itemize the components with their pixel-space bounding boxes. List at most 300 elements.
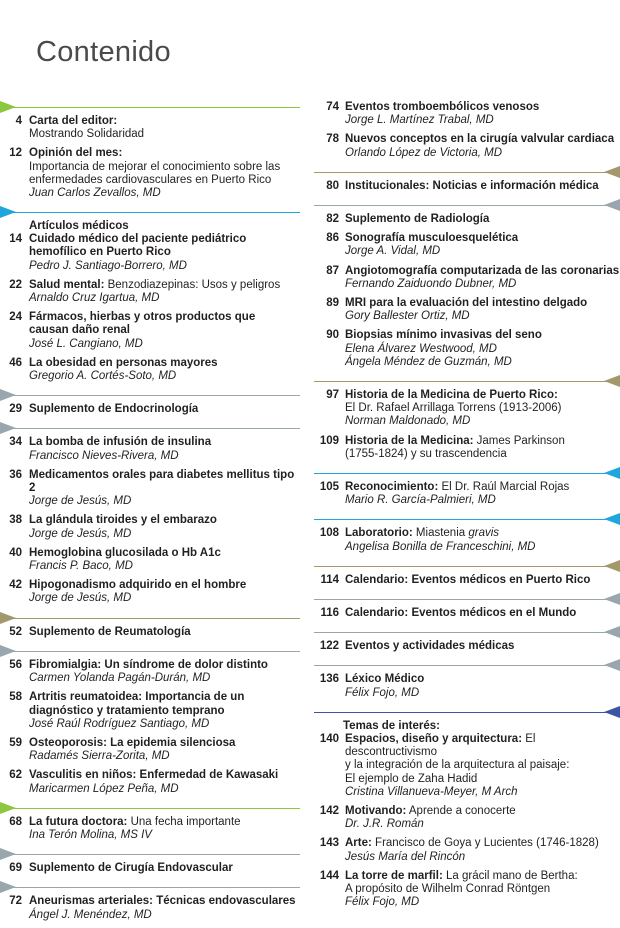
entry-headline	[345, 481, 620, 494]
entry-subtitle-line: y la integración de la arquitectura al paisaje:	[345, 759, 570, 772]
entry-headline	[345, 733, 620, 759]
page-number: 62	[9, 769, 22, 782]
entry-body	[29, 626, 300, 639]
entry-author: Francis P. Baco, MD	[29, 560, 133, 573]
entry-title: La futura doctora:	[29, 815, 128, 828]
entry-headline	[29, 659, 300, 672]
page-number: 90	[326, 329, 339, 342]
divider-arrow	[0, 206, 16, 218]
entry-body	[29, 862, 300, 875]
entry-subtitle: Benzodiazepinas: Usos y peligros	[104, 278, 281, 291]
entry-title: Eventos tromboembólicos venosos	[345, 101, 540, 113]
divider-line	[314, 205, 620, 206]
toc-entry	[0, 311, 300, 351]
divider-arrow	[0, 101, 16, 113]
entry-title: Fibromialgia: Un síndrome de dolor distinto	[29, 658, 268, 671]
toc-entry	[0, 737, 300, 763]
entry-body	[29, 311, 300, 351]
entry-body	[345, 805, 620, 831]
page-number: 36	[9, 468, 22, 481]
entry-title: Biopsias mínimo invasivas del seno	[345, 329, 542, 342]
entry-subtitle: La grácil mano de Bertha:	[442, 869, 578, 882]
toc-entry	[0, 862, 300, 875]
entry-headline	[29, 862, 300, 875]
entry-subtitle: James Parkinson	[473, 434, 565, 447]
entry-headline	[29, 737, 300, 750]
toc-entry	[0, 895, 300, 921]
toc-left-column	[0, 101, 300, 928]
divider-rule	[0, 802, 300, 816]
entry-body	[345, 389, 620, 429]
divider-line	[0, 395, 300, 396]
entry-title: Espacios, diseño y arquitectura:	[345, 732, 523, 745]
entry-body	[29, 816, 300, 842]
page-number: 142	[319, 804, 339, 817]
entry-title: Suplemento de Reumatología	[29, 625, 191, 638]
entry-body	[345, 435, 620, 461]
toc-entry	[314, 297, 620, 323]
entry-body	[345, 297, 620, 323]
entry-body	[29, 357, 300, 383]
divider-line	[314, 519, 620, 520]
entry-title: Arte:	[345, 837, 372, 850]
divider-arrow	[604, 593, 620, 605]
divider-line	[314, 172, 620, 173]
toc-right-column	[314, 101, 620, 915]
entry-headline	[345, 232, 620, 245]
entry-title: Aneurismas arteriales: Técnicas endovasculares	[29, 895, 296, 908]
entry-subtitle: gravis	[468, 527, 500, 540]
entry-body	[29, 233, 300, 273]
entry-title: Suplemento de Endocrinología	[29, 403, 199, 416]
entry-subtitle: Francisco de Goya y Lucientes (1746-1828)	[371, 837, 599, 850]
divider-line	[0, 808, 300, 809]
entry-headline	[29, 579, 300, 592]
entry-title: Nuevos conceptos en la cirugía valvular cardiaca	[345, 133, 615, 146]
entry-headline	[345, 133, 620, 146]
entry-headline	[29, 147, 300, 160]
toc-entry	[0, 233, 300, 273]
page-number: 46	[9, 356, 22, 369]
page-number: 97	[326, 389, 339, 402]
divider-line	[0, 887, 300, 888]
entry-title: Sonografía musculoesquelética	[345, 232, 519, 245]
toc-entry	[0, 279, 300, 305]
entry-headline	[29, 469, 300, 495]
entry-body	[345, 733, 620, 799]
page-number: 105	[319, 481, 339, 494]
entry-headline	[345, 180, 620, 193]
page-number: 68	[9, 815, 22, 828]
entry-headline	[345, 101, 620, 114]
toc-entry	[314, 265, 620, 291]
entry-body	[29, 436, 300, 462]
page-number: 40	[9, 546, 22, 559]
entry-subtitle-line: El Dr. Rafael Arrillaga Torrens (1913-2006)	[345, 402, 562, 415]
divider-rule	[0, 206, 300, 220]
entry-author: Ina Terón Molina, MS IV	[29, 828, 152, 841]
entry-headline	[29, 115, 300, 128]
entry-headline	[345, 329, 620, 342]
toc-entry	[314, 101, 620, 127]
toc-entry	[314, 733, 620, 799]
entry-headline	[345, 265, 620, 278]
entry-title: Artritis reumatoidea: Importancia de un	[29, 691, 245, 704]
divider-rule	[0, 848, 300, 862]
entry-author: Angelisa Bonilla de Franceschini, MD	[345, 540, 536, 553]
toc-entry	[314, 180, 620, 193]
divider-rule	[0, 645, 300, 659]
divider-rule	[314, 626, 620, 640]
entry-headline	[345, 435, 620, 448]
divider-arrow	[0, 612, 16, 624]
entry-headline	[29, 691, 300, 704]
entry-author: Elena Álvarez Westwood, MD	[345, 342, 497, 355]
toc-entry	[0, 436, 300, 462]
page-title: Contenido	[36, 36, 171, 68]
entry-headline	[345, 837, 620, 850]
page-number: 4	[15, 115, 22, 127]
divider-rule	[0, 389, 300, 403]
divider-rule	[314, 513, 620, 527]
entry-headline	[29, 895, 300, 908]
divider-arrow	[604, 199, 620, 211]
page-number: 89	[326, 297, 339, 310]
entry-body	[29, 737, 300, 763]
divider-line	[314, 665, 620, 666]
divider-line	[0, 212, 300, 213]
entry-body	[29, 579, 300, 605]
entry-author: Maricarmen López Peña, MD	[29, 782, 179, 795]
entry-author: Ángel J. Menéndez, MD	[29, 908, 152, 921]
entry-body	[29, 691, 300, 731]
divider-arrow	[604, 659, 620, 671]
divider-line	[314, 473, 620, 474]
entry-headline	[29, 547, 300, 560]
entry-author: Jorge A. Vidal, MD	[345, 245, 441, 258]
entry-title: Cuidado médico del paciente pediátrico	[29, 233, 247, 246]
entry-body	[29, 769, 300, 795]
divider-rule	[0, 881, 300, 895]
entry-headline	[29, 514, 300, 527]
divider-line	[314, 599, 620, 600]
page-number: 143	[319, 837, 339, 850]
entry-author: Jesús María del Rincón	[345, 850, 466, 863]
entry-author: Gregorio A. Cortés-Soto, MD	[29, 370, 177, 383]
entry-title: Hipogonadismo adquirido en el hombre	[29, 579, 247, 592]
page-number: 72	[9, 895, 22, 908]
entry-author: Félix Fojo, MD	[345, 686, 420, 699]
entry-title: Calendario: Eventos médicos en Puerto Rico	[345, 573, 591, 586]
divider-rule	[314, 706, 620, 720]
divider-arrow	[0, 881, 16, 893]
page-number: 86	[326, 232, 339, 245]
entry-title: La obesidad en personas mayores	[29, 356, 218, 369]
entry-headline	[29, 357, 300, 370]
toc-entry	[0, 769, 300, 795]
page-number: 22	[9, 278, 22, 291]
entry-body	[345, 870, 620, 910]
divider-arrow	[604, 560, 620, 572]
divider-arrow	[604, 513, 620, 525]
toc-entry	[0, 691, 300, 731]
entry-subtitle: Una fecha importante	[127, 815, 241, 828]
entry-author: José L. Cangiano, MD	[29, 337, 143, 350]
entry-title: Suplemento de Cirugía Endovascular	[29, 862, 233, 875]
entry-subtitle-line: A propósito de Wilhelm Conrad Röntgen	[345, 882, 551, 895]
divider-arrow	[604, 375, 620, 387]
entry-body	[29, 895, 300, 921]
divider-rule	[314, 467, 620, 481]
divider-rule	[314, 560, 620, 574]
entry-body	[345, 673, 620, 699]
entry-author: Ángela Méndez de Guzmán, MD	[345, 355, 512, 368]
entry-title: Reconocimiento:	[345, 481, 439, 494]
entry-body	[345, 329, 620, 369]
divider-arrow	[0, 848, 16, 860]
entry-author: Pedro J. Santiago-Borrero, MD	[29, 259, 187, 272]
entry-title: Motivando:	[345, 804, 407, 817]
toc-entry	[314, 389, 620, 429]
entry-headline	[29, 769, 300, 782]
toc-entry	[314, 805, 620, 831]
entry-title: Historia de la Medicina de Puerto Rico:	[345, 389, 558, 402]
entry-subtitle-line: Importancia de mejorar el conocimiento sobre las	[29, 160, 281, 173]
entry-headline	[345, 607, 620, 620]
entry-body	[345, 527, 620, 553]
page-number: 136	[319, 673, 339, 686]
entry-title: MRI para la evaluación del intestino delgado	[345, 297, 588, 310]
page-number: 52	[9, 625, 22, 638]
entry-subtitle-line: enfermedades cardiovasculares en Puerto Rico	[29, 173, 272, 186]
toc-entry	[0, 659, 300, 685]
entry-subtitle: Miastenia	[412, 527, 469, 540]
page-number: 24	[9, 311, 22, 324]
entry-author: Radamés Sierra-Zorita, MD	[29, 750, 170, 763]
page-number: 114	[320, 573, 339, 586]
entry-body	[29, 115, 300, 141]
divider-rule	[314, 199, 620, 213]
entry-headline	[345, 389, 620, 402]
divider-rule	[314, 659, 620, 673]
page-number: 69	[9, 862, 22, 875]
divider-arrow	[0, 422, 16, 434]
toc-entry	[314, 673, 620, 699]
toc-entry	[314, 213, 620, 226]
toc-entry	[314, 481, 620, 507]
divider-line	[314, 712, 620, 713]
entry-headline	[345, 213, 620, 226]
entry-author: Juan Carlos Zevallos, MD	[29, 187, 161, 200]
page-number: 144	[319, 869, 339, 882]
entry-headline	[29, 403, 300, 416]
entry-body	[29, 147, 300, 200]
entry-title: Institucionales: Noticias e información médica	[345, 179, 599, 192]
divider-rule	[0, 612, 300, 626]
entry-headline	[29, 626, 300, 639]
entry-author: Jorge L. Martínez Trabal, MD	[345, 114, 494, 127]
divider-line	[0, 107, 300, 108]
toc-entry	[314, 837, 620, 863]
entry-title: Vasculitis en niños: Enfermedad de Kawasaki	[29, 769, 279, 782]
divider-line	[0, 651, 300, 652]
toc-entry	[314, 574, 620, 587]
page-number: 78	[326, 133, 339, 146]
entry-body	[29, 514, 300, 540]
divider-arrow	[0, 389, 16, 401]
divider-arrow	[604, 166, 620, 178]
entry-author: Norman Maldonado, MD	[345, 415, 471, 428]
entry-title: La glándula tiroides y el embarazo	[29, 514, 217, 527]
entry-headline	[29, 311, 300, 324]
entry-title: Laboratorio:	[345, 527, 413, 540]
entry-body	[29, 403, 300, 416]
entry-author: Dr. J.R. Román	[345, 818, 424, 831]
divider-rule	[0, 101, 300, 115]
divider-rule	[314, 166, 620, 180]
entry-headline	[29, 436, 300, 449]
entry-title: Salud mental:	[29, 278, 105, 291]
entry-title: Calendario: Eventos médicos en el Mundo	[345, 607, 577, 620]
page-number: 34	[9, 436, 22, 449]
entry-author: Arnaldo Cruz Igartua, MD	[29, 292, 160, 305]
entry-author: Cristina Villanueva-Meyer, M Arch	[345, 785, 518, 798]
divider-line	[314, 566, 620, 567]
entry-headline	[345, 297, 620, 310]
divider-line	[314, 381, 620, 382]
entry-body	[345, 574, 620, 587]
page-number: 42	[9, 579, 22, 592]
entry-body	[345, 232, 620, 258]
toc-entry	[314, 435, 620, 461]
entry-body	[345, 640, 620, 653]
toc-entry	[0, 403, 300, 416]
entry-body	[345, 101, 620, 127]
toc-entry	[0, 626, 300, 639]
toc-entry	[0, 357, 300, 383]
entry-subtitle: El Dr. Raúl Marcial Rojas	[438, 481, 570, 494]
entry-title-line: diagnóstico y tratamiento temprano	[29, 704, 225, 717]
divider-rule	[314, 375, 620, 389]
page-number: 12	[9, 147, 22, 160]
entry-title-line: causan daño renal	[29, 324, 130, 337]
entry-body	[29, 659, 300, 685]
entry-author: Jorge de Jesús, MD	[29, 495, 132, 508]
entry-headline	[29, 279, 300, 292]
page-number: 108	[319, 527, 339, 540]
page-number: 109	[319, 434, 339, 447]
entry-headline	[345, 870, 620, 883]
entry-title: La torre de marfil:	[345, 869, 443, 882]
entry-headline	[29, 816, 300, 829]
entry-headline	[345, 527, 620, 540]
entry-author: Jorge de Jesús, MD	[29, 592, 132, 605]
entry-body	[29, 547, 300, 573]
page-number: 74	[326, 101, 339, 113]
divider-line	[314, 632, 620, 633]
entry-subtitle-line: Mostrando Solidaridad	[29, 128, 145, 141]
entry-title: Fármacos, hierbas y otros productos que	[29, 311, 256, 324]
entry-author: Fernando Zaiduondo Dubner, MD	[345, 277, 517, 290]
entry-title: Hemoglobina glucosilada o Hb A1c	[29, 546, 221, 559]
entry-headline	[345, 805, 620, 818]
page-number: 82	[326, 213, 339, 226]
divider-arrow	[604, 467, 620, 479]
toc-entry	[0, 469, 300, 509]
entry-headline	[345, 574, 620, 587]
page-number: 116	[320, 607, 339, 620]
entry-body	[345, 180, 620, 193]
page-number: 59	[9, 736, 22, 749]
entry-author: Carmen Yolanda Pagán-Durán, MD	[29, 672, 211, 685]
entry-author: José Raúl Rodríguez Santiago, MD	[29, 717, 210, 730]
entry-author: Francisco Nieves-Rivera, MD	[29, 449, 179, 462]
entry-headline	[345, 640, 620, 653]
page-number: 38	[9, 514, 22, 527]
divider-rule	[314, 593, 620, 607]
page-number: 140	[319, 732, 339, 745]
entry-headline	[345, 673, 620, 686]
toc-entry	[314, 640, 620, 653]
divider-arrow	[0, 802, 16, 814]
entry-title: Léxico Médico	[345, 673, 425, 686]
entry-author: Gory Ballester Ortiz, MD	[345, 310, 470, 323]
divider-arrow	[604, 626, 620, 638]
entry-body	[345, 837, 620, 863]
entry-author: Orlando López de Victoria, MD	[345, 146, 503, 159]
entry-author: Mario R. García-Palmieri, MD	[345, 494, 496, 507]
toc-entry	[0, 147, 300, 200]
toc-entry	[314, 329, 620, 369]
section-heading: Artículos médicos	[29, 220, 129, 233]
toc-entry	[314, 870, 620, 910]
toc-entry	[314, 232, 620, 258]
toc-entry	[314, 527, 620, 553]
toc-entry	[0, 514, 300, 540]
page-number: 58	[9, 691, 22, 704]
entry-title: Eventos y actividades médicas	[345, 640, 515, 653]
entry-body	[345, 607, 620, 620]
entry-headline	[29, 233, 300, 246]
entry-body	[29, 279, 300, 305]
entry-title: Historia de la Medicina:	[345, 434, 474, 447]
entry-title: Opinión del mes:	[29, 147, 123, 160]
entry-author: Jorge de Jesús, MD	[29, 527, 132, 540]
toc-entry	[0, 816, 300, 842]
entry-body	[29, 469, 300, 509]
entry-subtitle-line: (1755-1824) y su trascendencia	[345, 447, 507, 460]
page-number: 29	[9, 403, 22, 416]
page-number: 56	[9, 658, 22, 671]
entry-title: Angiotomografía computarizada de las coronarias	[345, 264, 620, 277]
entry-body	[345, 481, 620, 507]
toc-entry	[0, 547, 300, 573]
entry-title: Medicamentos orales para diabetes mellitus tipo 2	[29, 468, 295, 495]
entry-body	[345, 133, 620, 159]
entry-body	[345, 265, 620, 291]
divider-line	[0, 854, 300, 855]
divider-arrow	[0, 645, 16, 657]
entry-title: Osteoporosis: La epidemia silenciosa	[29, 736, 236, 749]
entry-subtitle: El descontructivismo	[345, 732, 536, 759]
toc-entry	[0, 579, 300, 605]
page-number: 80	[326, 179, 339, 192]
toc-entry	[314, 133, 620, 159]
entry-body	[345, 213, 620, 226]
section-heading: Temas de interés:	[343, 719, 440, 732]
entry-title: La bomba de infusión de insulina	[29, 436, 212, 449]
entry-title: Carta del editor:	[29, 115, 118, 127]
